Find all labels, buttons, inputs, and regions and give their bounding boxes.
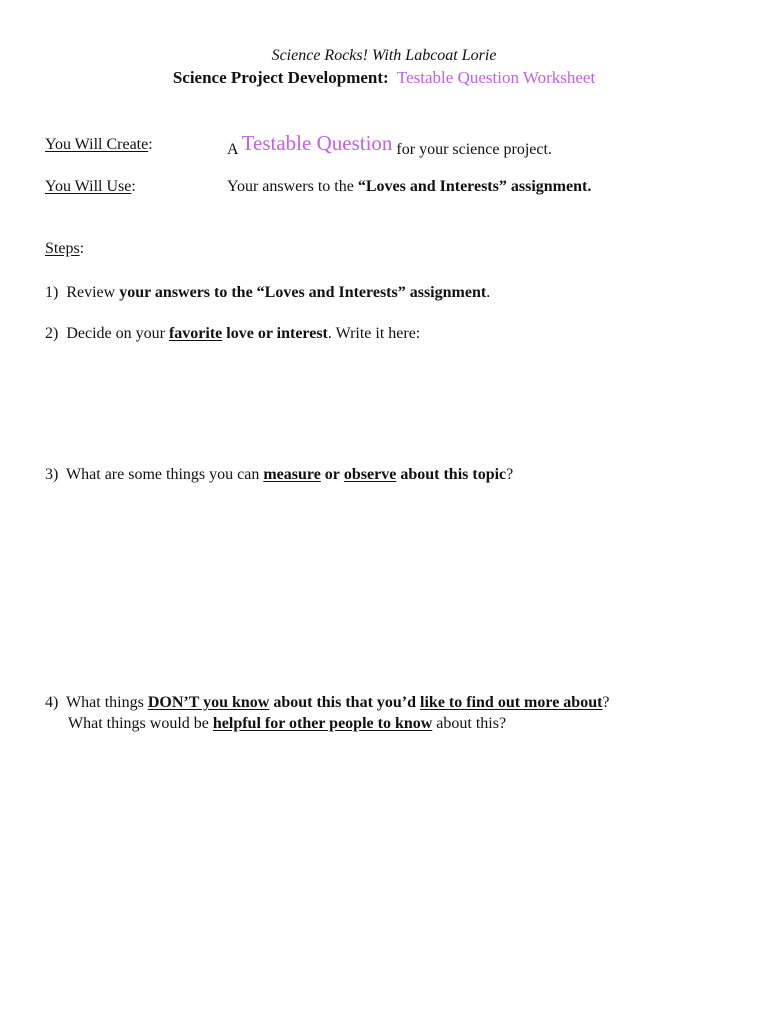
create-colon: : [148, 136, 153, 153]
step-3-text: What are some things you can [66, 466, 260, 483]
create-highlight: Testable Question [241, 131, 393, 155]
create-label-row [45, 137, 153, 153]
header-line1: Science Rocks! With Labcoat Lorie [271, 47, 497, 64]
step-3-bold-underline-1: measure [263, 466, 321, 483]
header-title-accent: Testable Question Worksheet [396, 68, 596, 87]
header-title-prefix: Science Project Development: [172, 68, 389, 87]
steps-label-row [45, 241, 84, 257]
step-4-bold-underline-1: DON’T you know [147, 694, 270, 711]
step-3 [45, 467, 513, 483]
use-bold-tail: assignment. [510, 178, 592, 195]
create-value [227, 131, 552, 158]
create-label: You Will Create [45, 136, 149, 153]
step-3-bold-underline-2: observe [343, 466, 397, 483]
use-value [227, 179, 591, 195]
step-4-line2-text: What things would be [68, 715, 209, 732]
step-2 [45, 326, 420, 342]
step-1 [45, 285, 490, 301]
step-3-bold-2: about this topic [400, 466, 507, 483]
use-label-row [45, 179, 136, 195]
step-4-num: 4) [45, 694, 59, 711]
steps-colon: : [79, 240, 85, 257]
header-title [0, 69, 768, 86]
step-3-bold-1: or [324, 466, 340, 483]
use-prefix: Your answers to the [227, 178, 354, 195]
use-label: You Will Use [45, 178, 132, 195]
step-4-bold-underline-2: like to find out more about [420, 694, 603, 711]
step-4-line2-end: about this? [436, 715, 507, 732]
step-2-num: 2) [45, 325, 59, 342]
create-rest: for your science project. [396, 141, 552, 158]
step-3-num: 3) [45, 466, 59, 483]
step-4-end: ? [602, 694, 610, 711]
step-2-text: Decide on your [66, 325, 165, 342]
use-colon: : [131, 178, 136, 195]
use-bold: “Loves and Interests” [357, 178, 507, 195]
step-1-text: Review [66, 284, 116, 301]
step-2-bold: love or interest [226, 325, 328, 342]
step-3-end: ? [506, 466, 514, 483]
header-subtitle [0, 48, 768, 64]
step-4 [45, 695, 610, 711]
step-1-end: . [486, 284, 491, 301]
step-1-bold: your answers to the “Loves and Interests” assignment [119, 284, 487, 301]
step-4-text: What things [66, 694, 144, 711]
step-1-num: 1) [45, 284, 59, 301]
step-4-line2-bold-underline: helpful for other people to know [212, 715, 433, 732]
step-4-bold-1: about this that you’d [273, 694, 417, 711]
create-a: A [227, 141, 238, 158]
step-2-end: . Write it here: [327, 325, 421, 342]
step-4-line-2 [68, 716, 506, 732]
step-2-bold-underline: favorite [168, 325, 223, 342]
steps-label: Steps [45, 240, 80, 257]
